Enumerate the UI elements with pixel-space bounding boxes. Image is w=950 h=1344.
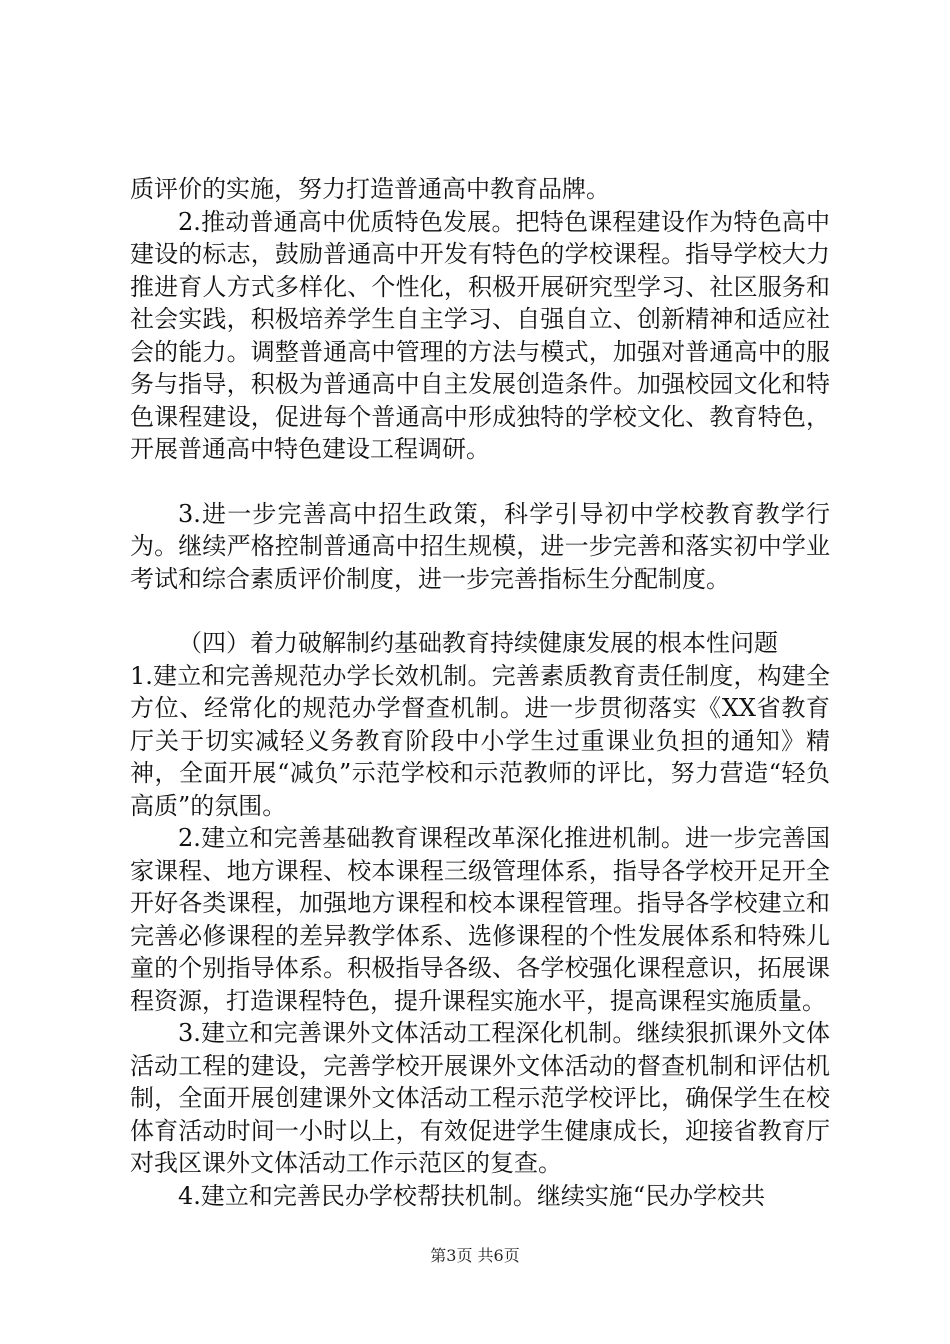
paragraph-2: 2.推动普通高中优质特色发展。把特色课程建设作为特色高中建设的标志，鼓励普通高中开发有特色的学校课程。指导学校大力推进育人方式多样化、个性化，积极开展研究型学习、社区服务和社会实践，积极培养学生自主学习、自强自立、创新精神和适应社会的能力。调整普通高中管理的方法与模式，加强对普通高中的服务与指导，积极为普通高中自主发展创造条件。加强校园文化和特色课程建设，促进每个普通高中形成独特的学校文化、教育特色，开展普通高中特色建设工程调研。 xyxy=(130,207,830,463)
paragraph-8: 4.建立和完善民办学校帮扶机制。继续实施“民办学校共 xyxy=(178,1181,766,1210)
paragraph-7: 3.建立和完善课外文体活动工程深化机制。继续狠抓课外文体活动工程的建设，完善学校开展课外文体活动的督查机制和评估机制，全面开展创建课外文体活动工程示范学校评比，确保学生在校体育活动时间一小时以上，有效促进学生健康成长，迎接省教育厅对我区课外文体活动工作示范区的复查。 xyxy=(130,1019,830,1177)
paragraph-5: 1.建立和完善规范办学长效机制。完善素质教育责任制度，构建全方位、经常化的规范办学督查机制。进一步贯彻落实《XX省教育厅关于切实减轻义务教育阶段中小学生过重课业负担的通知》精神，全面开展“减负”示范学校和示范教师的评比，努力营造“轻负高质”的氛围。 xyxy=(130,661,830,820)
paragraph-3: 3.进一步完善高中招生政策，科学引导初中学校教育教学行为。继续严格控制普通高中招生规模，进一步完善和落实初中学业考试和综合素质评价制度，进一步完善指标生分配制度。 xyxy=(130,499,830,593)
paragraph-1: 质评价的实施，努力打造普通高中教育品牌。 xyxy=(130,175,610,203)
paragraph-6: 2.建立和完善基础教育课程改革深化推进机制。进一步完善国家课程、地方课程、校本课程三级管理体系，指导各学校开足开全开好各类课程，加强地方课程和校本课程管理。指导各学校建立和完善必修课程的差异教学体系、选修课程的个性发展体系和特殊儿童的个别指导体系。积极指导各级、各学校强化课程意识，拓展课程资源，打造课程特色，提升课程实施水平，提高课程实施质量。 xyxy=(130,824,830,1015)
document-body xyxy=(130,173,830,1212)
section-heading-4: （四）着力破解制约基础教育持续健康发展的根本性问题 xyxy=(178,629,778,657)
page-number-footer: 第3页 共6页 xyxy=(430,1246,520,1265)
